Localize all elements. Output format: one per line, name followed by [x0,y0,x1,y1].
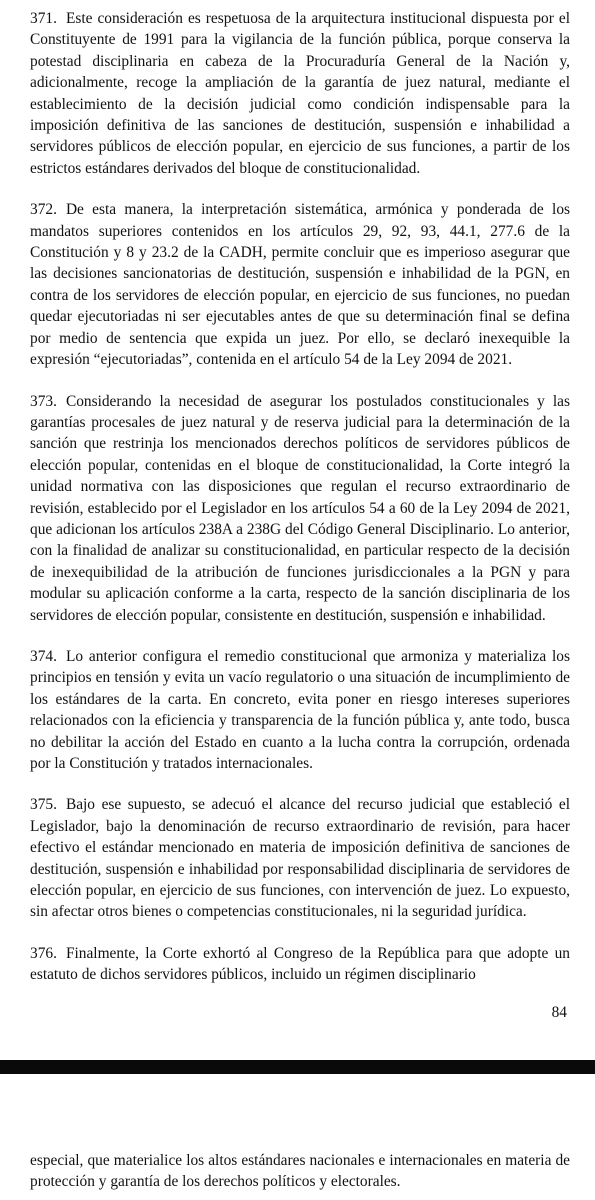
paragraph-number: 371. [30,10,57,27]
paragraph-list [30,8,570,1006]
paragraph-376 [30,943,570,986]
paragraph-number: 376. [30,944,57,962]
paragraph-373 [30,391,570,626]
paragraph-number: 372. [30,201,57,219]
page-separator [0,1060,595,1074]
paragraph-374 [30,646,570,774]
paragraph-375 [30,794,570,922]
paragraph-number: 373. [30,392,57,410]
paragraph-text: De esta manera, la interpretación sistemática, armónica y ponderada de los mandatos superiores contenidos en los artículos 29, 92, 93, 44.1, 277.6 de la Constitución y 8 y 23.2 de la CADH, permite concluir que es imperioso asegurar que las decisiones sancionatorias de destitución, suspensión e inhabilidad de la PGN, en contra de los servidores de elección popular, en ejercicio de sus funciones, no puedan quedar ejecutoriadas ni ser ejecutables antes de que su determinación final se defina por medio de sentencia que expida un juez. Por ello, se declaró inexequible la expresión “ejecutoriadas”, contenida en el artículo 54 de la Ley 2094 de 2021. [30,201,570,369]
paragraph-text: Considerando la necesidad de asegurar los postulados constitucionales y las garantías procesales de juez natural y de reserva judicial para la determinación de la sanción que restrinja los mencionados derechos políticos de servidores públicos de elección popular, contenidas en el bloque de constitucionalidad, la Corte integró la unidad normativa con las disposiciones que regulan el recurso extraordinario de revisión, establecido por el Legislador en los artículos 54 a 60 de la Ley 2094 de 2021, que adicionan los artículos 238A a 238G del Código General Disciplinario. Lo anterior, con la finalidad de analizar su constitucionalidad, en particular respecto de la decisión de inexequibilidad de la atribución de funciones jurisdiccionales a la PGN y para modular su aplicación conforme a la carta, respecto de la sanción disciplinaria de los servidores de elección popular, consistente en destitución, suspensión e inhabilidad. [30,392,570,624]
paragraph-text: Finalmente, la Corte exhortó al Congreso de la República para que adopte un estatuto de dichos servidores públicos, incluido un régimen disciplinario [30,944,570,984]
paragraph-text: Bajo ese supuesto, se adecuó el alcance del recurso judicial que estableció el Legislador, bajo la denominación de recurso extraordinario de revisión, para hacer efectivo el estándar mencionado en materia de imposición definitiva de sanciones de destitución, suspensión e inhabilidad por responsabilidad disciplinaria de servidores de elección popular, en ejercicio de sus funciones, con intervención de juez. Lo expuesto, sin afectar otros bienes o competencias constitucionales, ni la seguridad jurídica. [30,796,570,921]
paragraph-text: Lo anterior configura el remedio constitucional que armoniza y materializa los principios en tensión y evita un vacío regulatorio o una situación de incumplimiento de los estándares de la carta. En concreto, evita poner en riesgo intereses superiores relacionados con la eficiencia y transparencia de la función pública y, ante todo, busca no debilitar la acción del Estado en cuanto a la lucha contra la corrupción, ordenada por la Constitución y tratados internacionales. [30,647,570,772]
continuation-text: especial, que materialice los altos estándares nacionales e internacionales en materia de protección y garantía de los derechos políticos y electorales. [30,1152,570,1191]
paragraph-number: 375. [30,796,57,814]
paragraph-text: Este consideración es respetuosa de la arquitectura institucional dispuesta por el Constituyente de 1991 para la vigilancia de la función pública, porque conserva la potestad disciplinaria en cabeza de la Procuraduría General de la Nación y, adicionalmente, recoge la ampliación de la garantía de juez natural, mediante el establecimiento de la decisión judicial como condición indispensable para la imposición definitiva de las sanciones de destitución, suspensión e inhabilidad a servidores públicos de elección popular, en ejercicio de sus funciones, a partir de los estrictos estándares derivados del bloque de constitucionalidad. [30,10,570,177]
paragraph-372 [30,199,570,370]
paragraph-number: 374. [30,647,57,665]
paragraph-371 [30,8,570,179]
page-number: 84 [551,1004,567,1021]
